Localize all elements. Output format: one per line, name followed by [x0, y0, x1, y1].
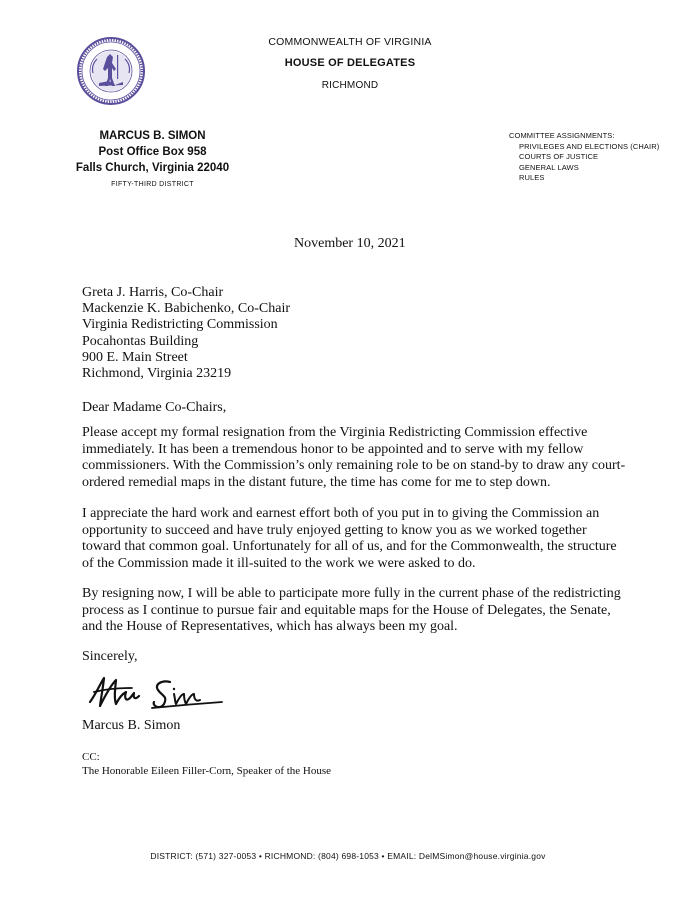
- body-paragraph-3: [82, 586, 622, 636]
- committee-item: COURTS OF JUSTICE: [519, 152, 599, 161]
- letterhead-city: RICHMOND: [321, 80, 379, 91]
- letterhead-house: HOUSE OF DELEGATES: [284, 57, 416, 69]
- committee-heading: COMMITTEE ASSIGNMENTS:: [509, 131, 615, 140]
- recipient-line: Mackenzie K. Babichenko, Co-Chair: [82, 301, 290, 317]
- virginia-seal-icon: [77, 37, 145, 105]
- paragraph-line: commissioners. With the Commission’s only remaining role to be on stand-by to draw any court-: [82, 458, 626, 474]
- sender-district: FIFTY-THIRD DISTRICT: [111, 181, 194, 188]
- closing: Sincerely,: [82, 649, 138, 664]
- sender-address-line2: Falls Church, Virginia 22040: [75, 162, 230, 174]
- sender-name: MARCUS B. SIMON: [99, 130, 206, 142]
- recipient-line: Richmond, Virginia 23219: [82, 366, 232, 382]
- footer-contact: DISTRICT: (571) 327-0053 • RICHMOND: (804) 698-1053 • EMAIL: DelMSimon@house.virginia.gov: [150, 851, 546, 861]
- committee-item: GENERAL LAWS: [519, 162, 579, 172]
- letter-date: November 10, 2021: [294, 236, 406, 251]
- committee-item: RULES: [519, 173, 545, 182]
- handwritten-signature: [86, 672, 226, 716]
- cc-recipient: The Honorable Eileen Filler-Corn, Speaker of the House: [82, 765, 332, 777]
- paragraph-line: ordered remedial maps in the distant future, the time has come for me to step down.: [82, 474, 551, 490]
- paragraph-line: By resigning now, I will be able to participate more fully in the current phase of the redistricting: [82, 586, 621, 601]
- sender-address-line1: Post Office Box 958: [98, 146, 207, 158]
- body-paragraph-2: [82, 506, 622, 572]
- paragraph-line: I appreciate the hard work and earnest effort both of you put in to giving the Commission an: [82, 506, 600, 521]
- recipient-line: Pocahontas Building: [82, 333, 199, 349]
- recipient-line: 900 E. Main Street: [82, 349, 188, 365]
- recipient-line: Greta J. Harris, Co-Chair: [82, 285, 224, 300]
- salutation: Dear Madame Co-Chairs,: [82, 400, 227, 415]
- sender-block: [60, 128, 245, 176]
- signer-name: Marcus B. Simon: [82, 718, 181, 733]
- committee-item: PRIVILEGES AND ELECTIONS (CHAIR): [519, 141, 660, 151]
- recipient-address: [82, 285, 290, 382]
- cc-label: CC:: [82, 751, 100, 763]
- paragraph-line: process as I continue to pursue fair and equitable maps for the House of Delegates, the Senate,: [82, 602, 611, 618]
- paragraph-line: opportunity to succeed and have truly enjoyed getting to know you as we worked together: [82, 522, 587, 538]
- paragraph-line: immediately. It has been a tremendous honor to be appointed and to serve with my fellow: [82, 441, 584, 457]
- paragraph-line: Please accept my formal resignation from the Virginia Redistricting Commission effective: [82, 425, 588, 440]
- paragraph-line: of the Commission made it ill-suited to the work we were asked to do.: [82, 555, 476, 571]
- paragraph-line: and the House of Representatives, which has always been my goal.: [82, 619, 458, 635]
- letterhead-state: COMMONWEALTH OF VIRGINIA: [268, 36, 432, 48]
- committee-assignments: [509, 131, 659, 184]
- recipient-line: Virginia Redistricting Commission: [82, 317, 278, 333]
- paragraph-line: toward that common goal. Unfortunately for all of us, and for the Commonwealth, the structure: [82, 539, 617, 555]
- body-paragraph-1: [82, 425, 626, 491]
